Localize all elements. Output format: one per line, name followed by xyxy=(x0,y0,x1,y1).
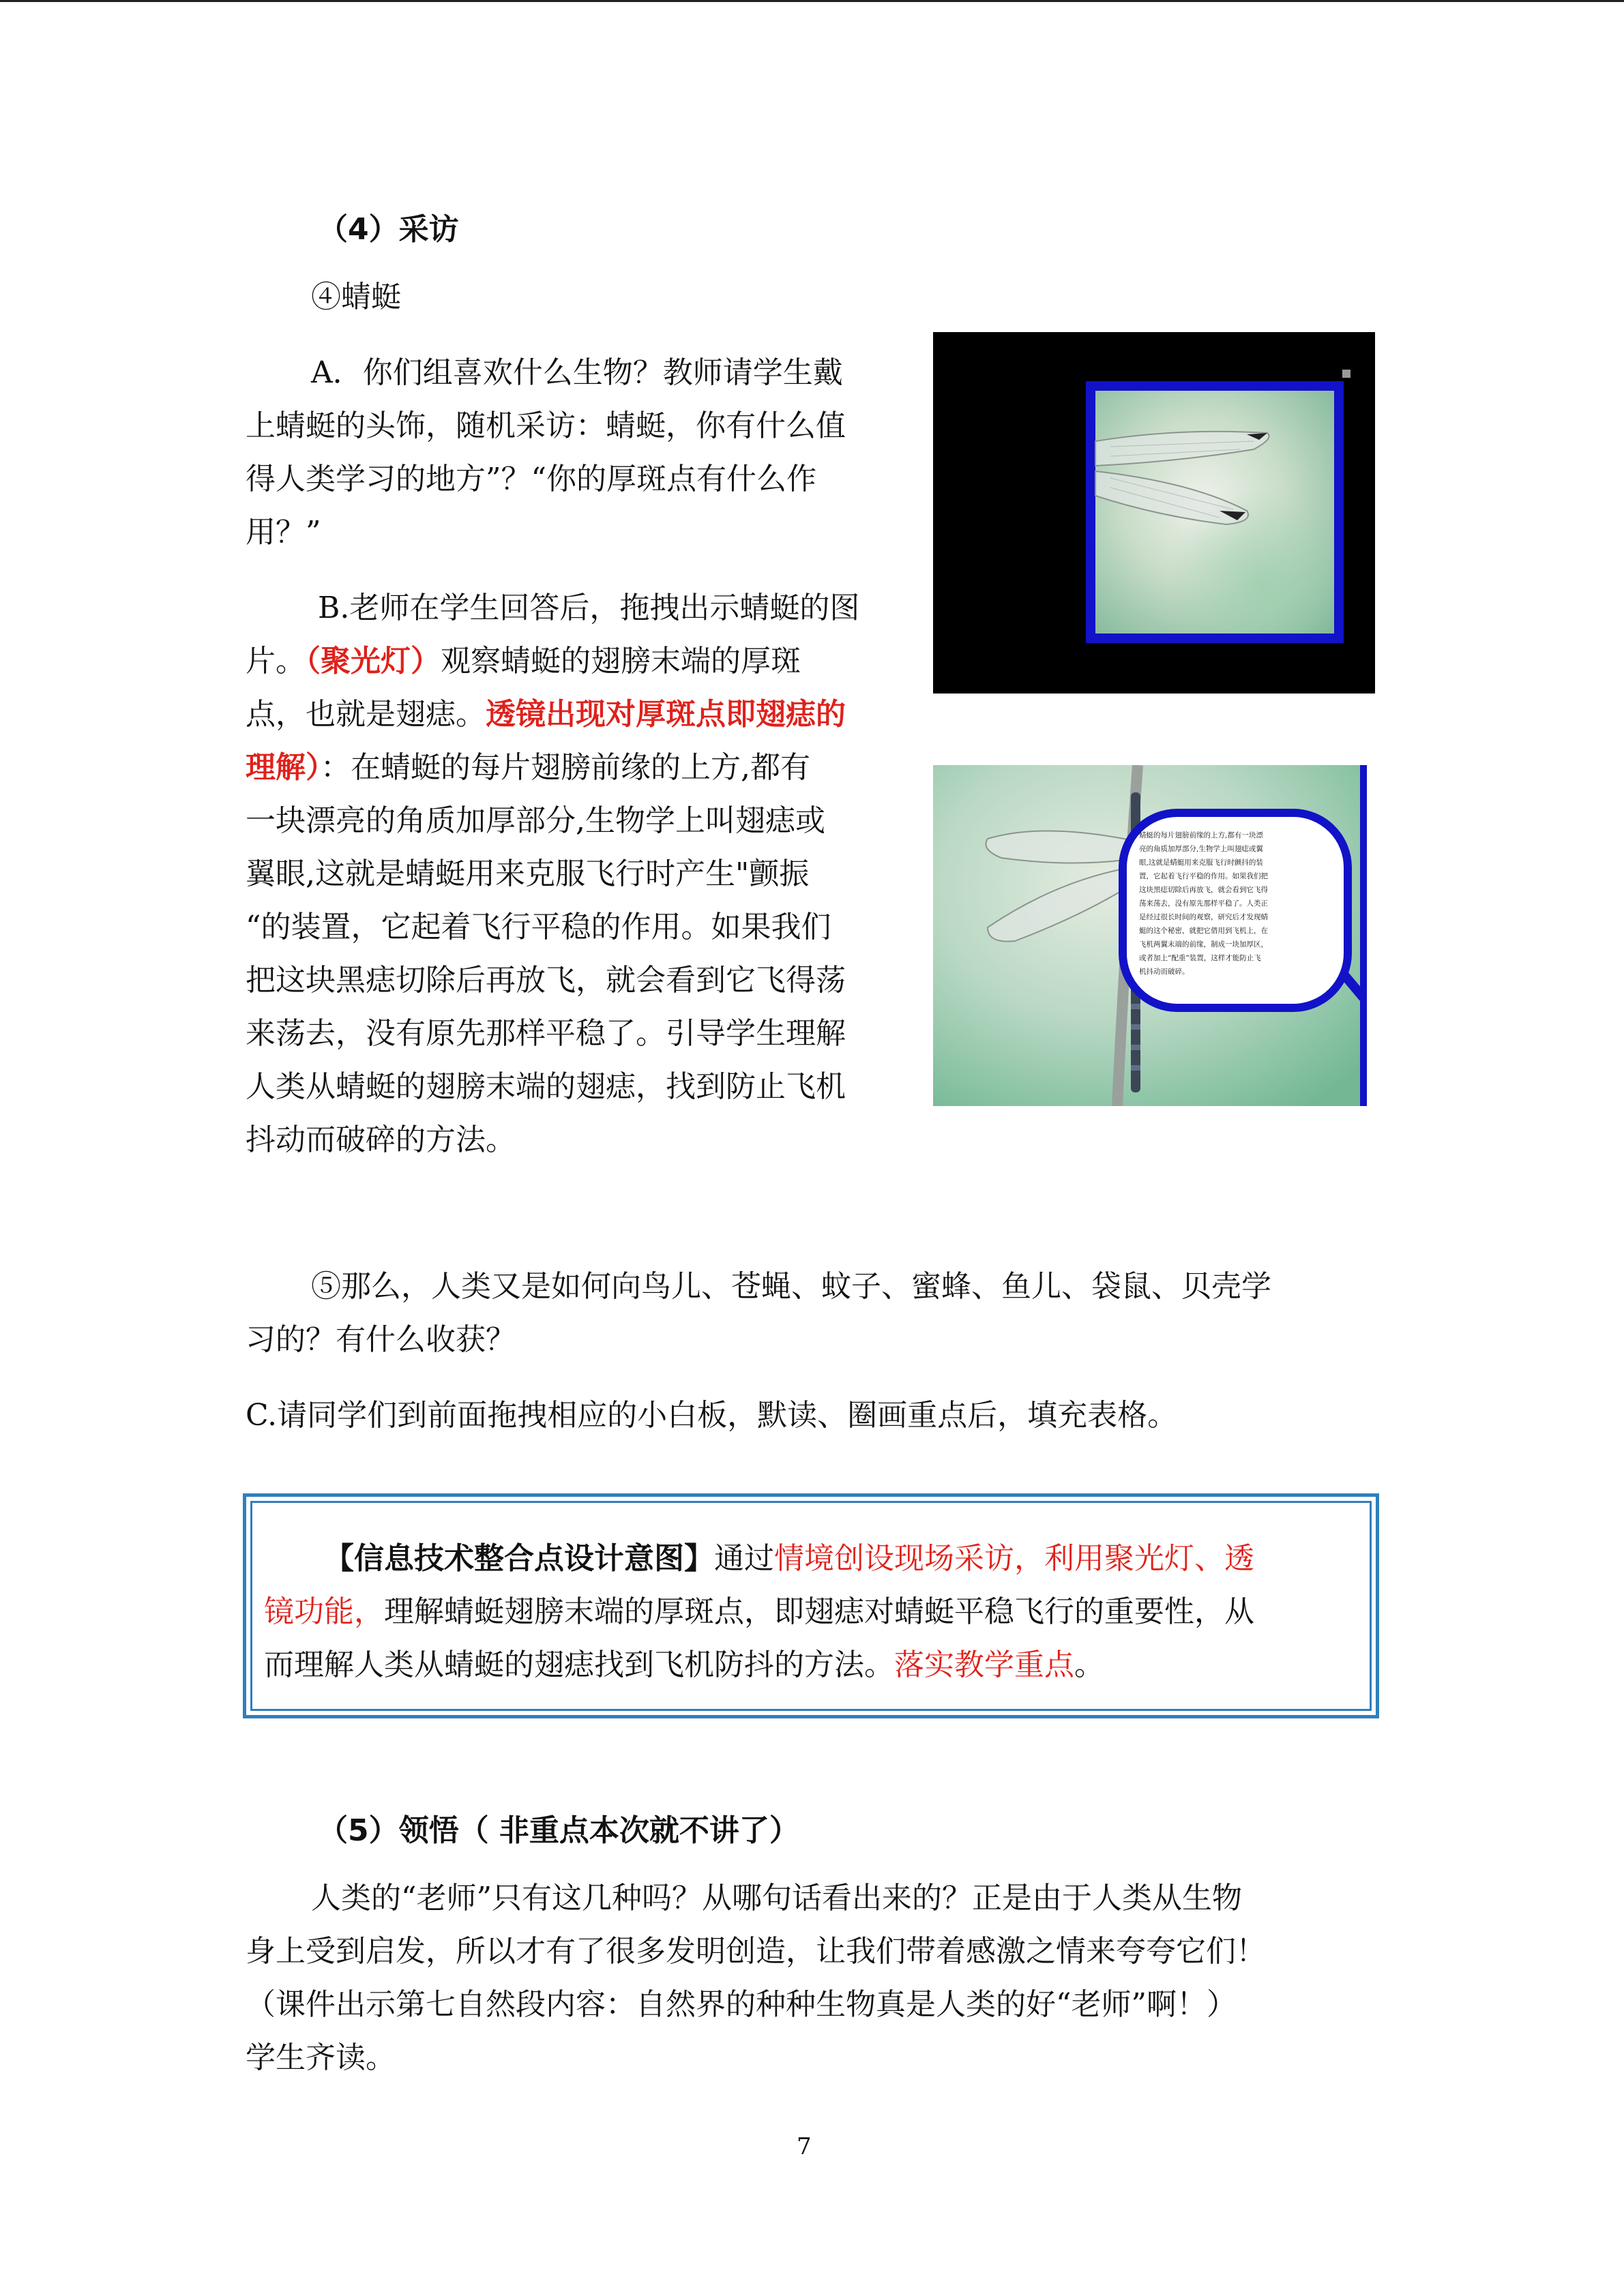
lens-caption-line: 是经过很长时间的观察，研究后才发现蜻 xyxy=(1139,913,1268,921)
para-b-line: 人类从蜻蜓的翅膀末端的翅痣，找到防止飞机 xyxy=(246,1069,846,1104)
design-intent-highlight: 落实教学重点 xyxy=(894,1648,1074,1682)
para-a-line: A．你们组喜欢什么生物？教师请学生戴 xyxy=(311,355,843,390)
para-b-text: ：在蜻蜓的每片翅膀前缘的上方,都有 xyxy=(321,750,810,785)
design-intent-text xyxy=(264,1532,1342,1692)
item-5-line: ⑤那么，人类又是如何向鸟儿、苍蝇、蚊子、蜜蜂、鱼儿、袋鼠、贝壳学 xyxy=(311,1269,1271,1304)
para-b-line: B.老师在学生回答后，拖拽出示蜻蜓的图 xyxy=(318,591,860,625)
spotlight-figure xyxy=(933,332,1375,694)
para-a-line: 用？” xyxy=(246,515,321,550)
lens-caption-line: 这块黑痣切除后再放飞，就会看到它飞得 xyxy=(1139,886,1268,894)
top-rule xyxy=(0,0,1624,2)
para-b-line: 抖动而破碎的方法。 xyxy=(246,1122,516,1157)
para-a-line: 上蜻蜓的头饰，随机采访：蜻蜓，你有什么值 xyxy=(246,408,846,443)
lens-caption-line: 置，它起着飞行平稳的作用。如果我们把 xyxy=(1139,872,1268,880)
design-intent-highlight: 情境创设现场采访，利用聚光灯、透 xyxy=(774,1541,1254,1576)
section-5-heading: （5）领悟（ 非重点本次就不讲了） xyxy=(318,1813,799,1848)
lens-caption-line: 飞机两翼末端的前缘，制成一块加厚区， xyxy=(1139,940,1268,949)
para-b-text: 观察蜻蜓的翅膀末端的厚斑 xyxy=(441,644,801,679)
lens-image xyxy=(933,765,1367,1106)
design-intent-part: 通过 xyxy=(714,1541,774,1576)
section-4-heading: （4）采访 xyxy=(318,212,459,247)
item-4-dragonfly: ④蜻蜓 xyxy=(311,280,401,314)
para-b-line xyxy=(246,741,810,794)
page-number: 7 xyxy=(797,2133,812,2160)
lens-caption-line: 亮的角质加厚部分,生物学上叫翅痣或翼 xyxy=(1139,845,1263,853)
section-5-line: 身上受到启发，所以才有了很多发明创造，让我们带着感激之情来夸夸它们！ xyxy=(246,1934,1266,1969)
para-b-line: 来荡去，没有原先那样平稳了。引导学生理解 xyxy=(246,1016,846,1051)
lens-caption-line: 或者加上“配重”装置，这样才能防止飞 xyxy=(1139,954,1261,962)
lens-highlight: 透镜出现对厚斑点即翅痣的 xyxy=(486,697,846,732)
lens-caption-line: 机抖动而破碎。 xyxy=(1139,968,1190,976)
para-b-text: 片。 xyxy=(246,644,306,679)
para-b-line: 把这块黑痣切除后再放飞，就会看到它飞得荡 xyxy=(246,963,846,998)
para-a-line: 得人类学习的地方”？“你的厚斑点有什么作 xyxy=(246,462,816,496)
design-intent-part: 理解蜻蜓翅膀末端的厚斑点，即翅痣对蜻蜓平稳飞行的重要性，从 xyxy=(384,1594,1254,1629)
item-5-line: 习的？有什么收获？ xyxy=(246,1322,516,1357)
lens-caption-line: 蜻蜓的每片翅膀前缘的上方,都有一块漂 xyxy=(1139,831,1263,839)
section-5-line: （课件出示第七自然段内容：自然界的种种生物真是人类的好“老师”啊！） xyxy=(246,1987,1237,2022)
para-b-line xyxy=(246,688,846,741)
design-intent-highlight: 镜功能， xyxy=(264,1594,384,1629)
lens-highlight: 理解） xyxy=(246,750,321,785)
spotlight-highlight: （聚光灯） xyxy=(306,644,441,679)
lens-caption xyxy=(1139,831,1270,976)
spotlight-image xyxy=(933,332,1375,694)
design-intent-part: 而理解人类从蜻蜓的翅痣找到飞机防抖的方法。 xyxy=(264,1648,894,1682)
design-intent-part: 。 xyxy=(1074,1648,1104,1682)
section-5-line: 学生齐读。 xyxy=(246,2040,396,2075)
section-5-line: 人类的“老师”只有这几种吗？从哪句话看出来的？正是由于人类从生物 xyxy=(311,1881,1242,1915)
para-b-text: 点，也就是翅痣。 xyxy=(246,697,486,732)
paragraph-c: C.请同学们到前面拖拽相应的小白板，默读、圈画重点后，填充表格。 xyxy=(246,1398,1178,1433)
lens-caption-line: 荡来荡去，没有原先那样平稳了。人类正 xyxy=(1139,899,1268,908)
lens-caption-line: 蜓的这个秘密，就把它借用到飞机上，在 xyxy=(1139,927,1268,935)
para-b-line xyxy=(246,635,801,688)
design-intent-label: 【信息技术整合点设计意图】 xyxy=(324,1541,714,1576)
para-b-line: 一块漂亮的角质加厚部分,生物学上叫翅痣或 xyxy=(246,803,825,838)
design-intent-box xyxy=(243,1493,1379,1718)
lens-figure xyxy=(933,765,1367,1106)
para-b-line: 翼眼,这就是蜻蜓用来克服飞行时产生"颤振 xyxy=(246,856,810,891)
lens-caption-line: 眼,这就是蜻蜓用来克服飞行时颤抖的装 xyxy=(1139,859,1263,867)
para-b-line: “的装置，它起着飞行平稳的作用。如果我们 xyxy=(246,910,831,944)
